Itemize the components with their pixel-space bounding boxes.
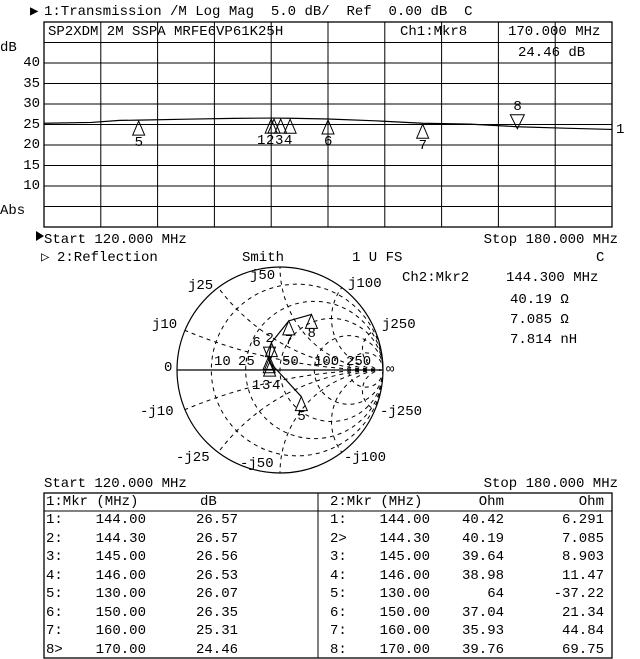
ch1-marker-value: 24.46 dB [518,45,586,61]
table2-row-reactance: 21.34 [561,604,604,621]
smith-label-j10: j10 [152,317,178,333]
smith-label-mj250: -j250 [380,404,423,420]
ch2-marker-readout-label: Ch2:Mkr2 [402,270,470,286]
table2-row-freq: 144.00 [379,512,430,528]
table1-row-db: 26.53 [195,567,238,584]
table1-row-db: 26.35 [195,604,238,621]
smith-label-j25: j25 [188,278,214,294]
table1-row-index: 6: [46,604,63,621]
table1-row-freq: 145.00 [95,549,146,565]
ch2-marker-label: 5 [297,408,306,425]
smith-label-infinity: ∞ [386,362,395,378]
table1-row-freq: 144.00 [95,512,146,528]
ch1-ytick-label: 40 [23,55,40,71]
smith-label-r10: 10 [214,354,231,370]
table1-row-index: 4: [46,567,63,584]
table1-row-index: 1: [46,512,63,528]
ch2-stop: Stop 180.000 MHz [483,476,618,492]
ch1-marker-label: 6 [324,133,333,150]
ch2-marker-reactance: 7.085 Ω [510,312,569,328]
smith-label-r100: 100 [314,354,340,370]
smith-label-mj25: -j25 [176,450,210,466]
table2-header-resistance: Ohm [478,494,504,510]
ch1-ytick-label: 15 [23,157,40,174]
ch2-marker-inductance: 7.814 nH [510,332,578,348]
ch2-indicator-icon: ▷ [41,250,50,266]
table2-row-reactance: -37.22 [553,586,604,602]
smith-label-j100: j100 [348,276,382,292]
smith-reactance-arc [331,370,383,452]
ch1-marker-readout-label: Ch1:Mkr8 [400,24,468,40]
ch1-marker-label: 7 [418,138,428,155]
table1-row-freq: 170.00 [95,641,146,658]
table2-row-resistance: 38.98 [461,567,504,584]
table2-row-reactance: 7.085 [561,530,604,547]
smith-label-r250: 250 [346,354,372,370]
table2-row-resistance: 39.76 [461,641,504,658]
table2-row-freq: 160.00 [379,623,430,639]
table1-row-db: 26.57 [195,512,238,528]
table2-row-resistance: 64 [487,586,504,602]
smith-label-zero: 0 [164,360,173,376]
ch2-start: Start 120.000 MHz [44,476,187,492]
table1-row-freq: 150.00 [95,604,146,621]
table2-row-index: 8: [330,641,347,658]
table1-header-mkr: 1:Mkr (MHz) [46,494,139,510]
smith-label-mj50: -j50 [240,456,274,472]
table1-row-db: 26.57 [195,530,238,547]
table2-row-reactance: 8.903 [561,549,604,565]
table2-row-index: 4: [330,567,347,584]
smith-label-j50: j50 [250,268,276,284]
ch2-format: Smith [242,250,285,266]
ch1-ytick-label: 10 [23,178,40,194]
table2-row-freq: 170.00 [379,641,430,658]
ch2-marker-label: 4 [272,378,281,394]
table2-header-reactance: Ohm [578,494,604,510]
ch1-unit-label: dB [0,40,17,56]
table1-row-db: 26.07 [195,586,238,602]
table1-header-db: dB [200,494,217,510]
smith-label-mj100: -j100 [344,450,387,466]
table2-row-freq: 144.30 [379,530,430,547]
ch2-marker-resistance: 40.19 Ω [510,292,569,308]
table1-row-freq: 160.00 [95,623,146,639]
smith-label-j250: j250 [382,317,416,333]
table2-row-index: 6: [330,604,347,621]
table2-row-index: 3: [330,549,347,565]
ch1-start: Start 120.000 MHz [44,232,187,248]
ch2-marker-freq: 144.300 MHz [506,270,599,286]
table2-row-reactance: 6.291 [561,512,604,528]
table2-row-freq: 130.00 [379,586,430,602]
ch1-marker-label: 3 [275,133,284,150]
table1-row-freq: 146.00 [95,567,146,584]
ch1-ytick-label: 35 [23,75,40,92]
marker-triangle-up-icon [417,124,429,138]
table1-row-freq: 130.00 [95,586,146,602]
table1-row-index: 2: [46,530,63,547]
table2-row-index: 5: [330,586,347,602]
table2-row-freq: 150.00 [379,604,430,621]
ch1-marker-freq: 170.000 MHz [508,24,601,40]
table2-row-freq: 145.00 [379,549,430,565]
table2-row-resistance: 40.19 [461,530,504,547]
table2-row-reactance: 69.75 [561,641,604,658]
ch1-title: 1:Transmission /M Log Mag 5.0 dB/ Ref 0.00 dB C [44,4,473,20]
table2-row-index: 1: [330,512,347,528]
ch1-stop: Stop 180.000 MHz [483,232,618,248]
ch1-ytick-label: 25 [23,116,40,133]
table2-row-resistance: 39.64 [461,549,504,565]
table2-row-resistance: 40.42 [461,512,504,528]
table1-row-db: 25.31 [195,623,238,639]
table2-row-index: 7: [330,623,347,639]
table2-row-resistance: 35.93 [461,623,504,639]
ch1-device-label: SP2XDM 2M SSPA MRFE6VP61K25H [48,24,284,40]
table2-row-reactance: 11.47 [561,567,604,584]
ch1-trace-label: 1 [616,122,625,138]
ch2-marker-label: 8 [307,326,316,343]
ch1-ytick-label: 20 [23,137,40,153]
ch1-marker-label: 2 [266,133,275,150]
ch2-title: 2:Reflection [57,250,158,266]
ch1-indicator-icon: ▶ [30,4,39,20]
ch2-marker-label: 6 [252,334,261,351]
smith-label-r25: 25 [238,354,255,370]
table1-row-db: 26.56 [195,549,238,565]
ch1-abs-label: Abs [0,203,26,219]
table1-row-index: 5: [46,586,63,602]
ch2-scale: 1 U FS [352,250,403,266]
ch1-marker-label: 5 [134,135,144,152]
smith-label-mj10: -j10 [140,404,174,420]
ch1-ytick-label: 30 [23,96,40,112]
ch2-marker-label: 1 [252,378,261,394]
table2-header-mkr: 2:Mkr (MHz) [330,494,423,510]
ch1-marker-label: 4 [284,133,293,150]
table1-row-index: 8> [46,641,63,658]
table2-row-freq: 146.00 [379,567,430,584]
ch2-marker-label: 3 [262,378,271,394]
ch1-marker-label: 8 [513,98,522,115]
table2-row-resistance: 37.04 [461,604,504,621]
table2-row-reactance: 44.84 [561,623,604,639]
ch2-marker-label: 2 [265,331,274,348]
table2-row-index: 2> [330,530,347,547]
table1-row-db: 24.46 [195,641,238,658]
table1-row-index: 3: [46,549,63,565]
marker-triangle-up-icon [133,121,145,135]
table1-row-freq: 144.30 [95,530,146,547]
ch2-marker-label: 7 [284,332,294,349]
table1-row-index: 7: [46,623,63,639]
ch1-marker-label: 1 [257,133,266,150]
ch2-coupling: C [596,250,605,266]
smith-label-r50: 50 [282,354,299,370]
ch1-reference-icon [36,231,44,241]
